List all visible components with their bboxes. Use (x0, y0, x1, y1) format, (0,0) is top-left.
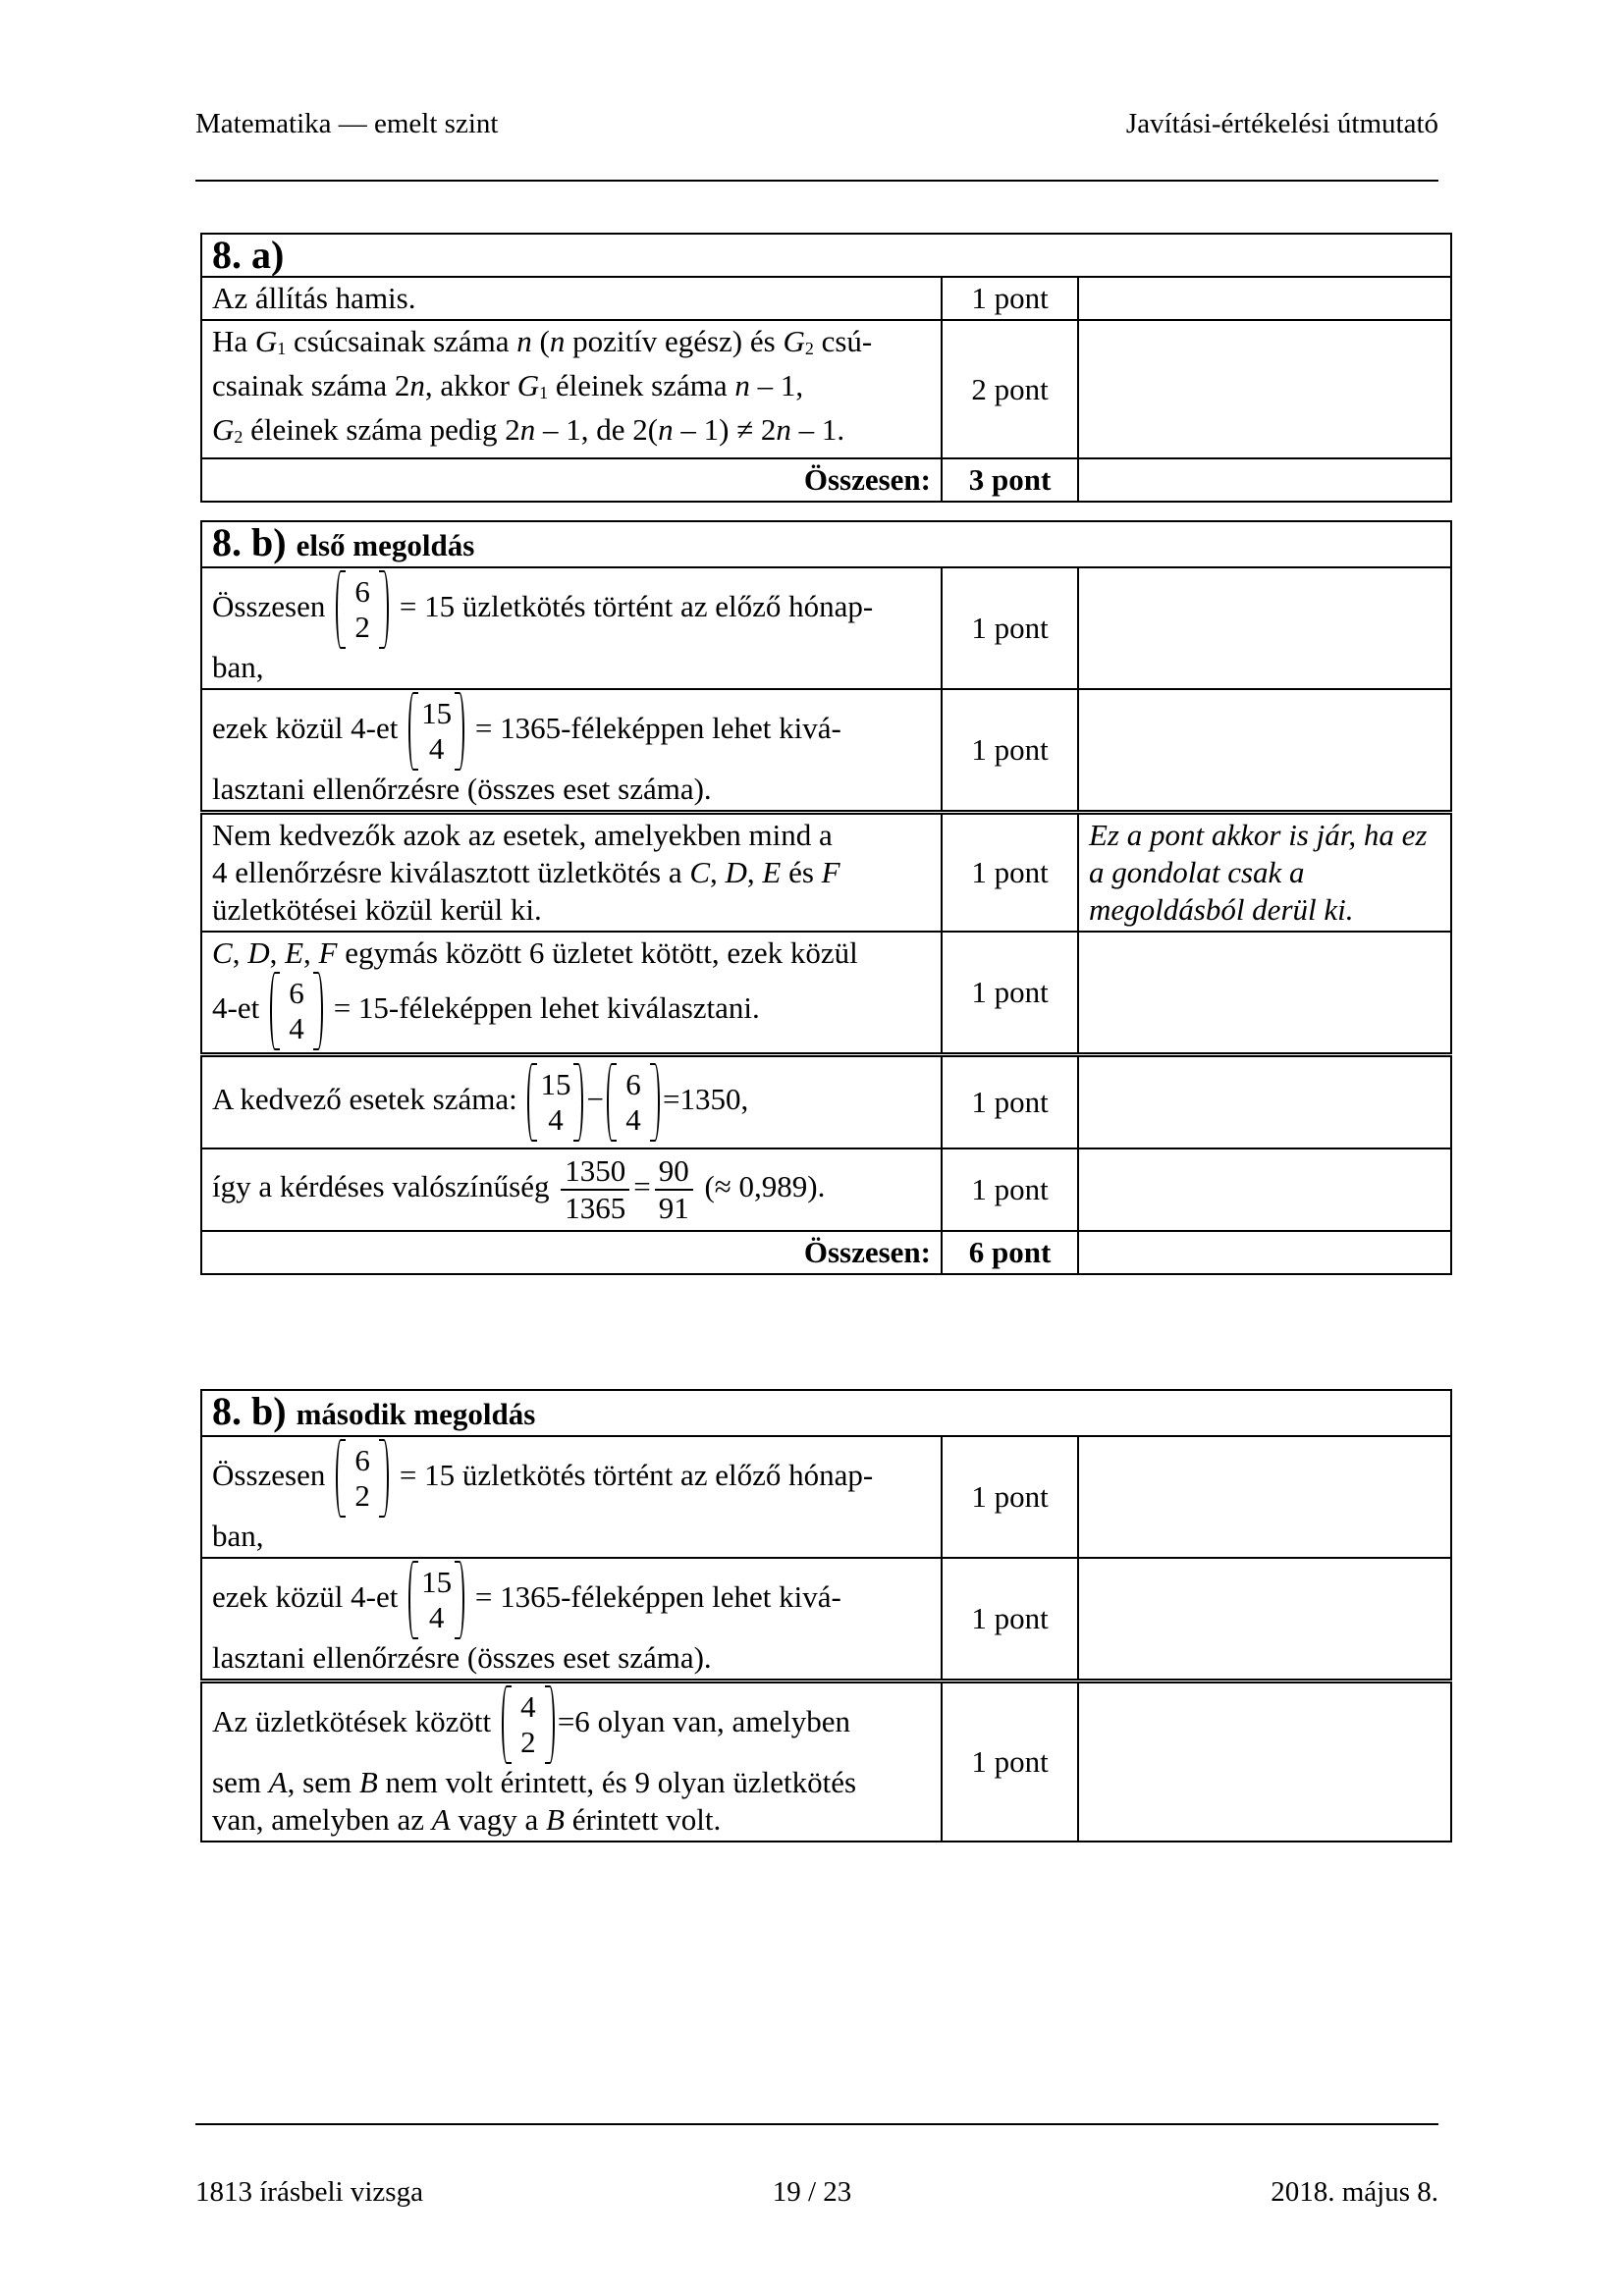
part-8b1-row-6 (201, 1148, 1451, 1231)
part-8b2-row-1 (201, 1436, 1451, 1558)
part-8b1-row-4-text: C, D, E, F egymás között 6 üzletet kötött, ezek közül 4-et 6 4 = 15-féleképpen lehet kiválasztani. (201, 932, 942, 1055)
binomial: 4 2 (502, 1685, 555, 1764)
part-8a-title: 8. a) (201, 234, 1451, 277)
part-8b2-row-1-points: 1 pont (942, 1436, 1078, 1558)
binomial: 15 4 (527, 1063, 583, 1142)
part-8b2-row-2-points: 1 pont (942, 1558, 1078, 1682)
part-8a-row-1 (201, 277, 1451, 320)
part-8b1-row-1 (201, 567, 1451, 689)
part-8b1-total-row (201, 1231, 1451, 1274)
part-8b1-row-6-points: 1 pont (942, 1148, 1078, 1231)
part-8b1-total-points: 6 pont (942, 1231, 1078, 1274)
part-8b2-row-3 (201, 1682, 1451, 1842)
part-8a-row-1-text: Az állítás hamis. (201, 277, 942, 320)
part-8b1-row-1-text: Összesen 6 2 = 15 üzletkötés történt az előző hónap- ban, (201, 567, 942, 689)
part-8b2-title: 8. b) második megoldás (201, 1390, 1451, 1436)
footer-rule (195, 2123, 1438, 2125)
part-8b1-row-4-note (1078, 932, 1451, 1055)
part-8a-row-1-points: 1 pont (942, 277, 1078, 320)
part-8b2-table (200, 1389, 1452, 1842)
binomial: 6 4 (607, 1063, 660, 1142)
part-8a-total-row (201, 458, 1451, 502)
part-8b1-row-3-text: Nem kedvezők azok az esetek, amelyekben mind a 4 ellenőrzésre kiválasztott üzletkötés a C, D, E és F üzletkötései közül kerül ki. (201, 813, 942, 933)
part-8b1-table (200, 520, 1452, 1275)
part-8b1-subtitle: első megoldás (296, 528, 475, 562)
part-8b1-row-5-text: A kedvező esetek száma: 15 4 − 6 4 =1350, (201, 1055, 942, 1149)
part-8b1-row-1-points: 1 pont (942, 567, 1078, 689)
part-8b1-row-3-points: 1 pont (942, 813, 1078, 933)
part-8b2-row-3-points: 1 pont (942, 1682, 1078, 1842)
part-8a-row-2-points: 2 pont (942, 320, 1078, 458)
binomial: 6 4 (270, 972, 323, 1050)
header-rule (195, 180, 1438, 182)
part-8a-total-label: Összesen: (201, 458, 942, 502)
part-8b1-row-2 (201, 689, 1451, 813)
header-doc-type: Javítási-értékelési útmutató (1125, 108, 1438, 139)
part-8a-table (200, 233, 1452, 503)
part-8b1-row-4-points: 1 pont (942, 932, 1078, 1055)
part-8b1-row-2-points: 1 pont (942, 689, 1078, 813)
binomial: 6 2 (336, 1439, 389, 1518)
part-8b1-row-2-note (1078, 689, 1451, 813)
part-8b2-row-2-note (1078, 1558, 1451, 1682)
binomial: 15 4 (408, 1561, 464, 1639)
part-8a-row-2-note (1078, 320, 1451, 458)
part-8b1-row-3 (201, 813, 1451, 933)
part-8b1-title: 8. b) első megoldás (201, 521, 1451, 567)
part-8a-total-points: 3 pont (942, 458, 1078, 502)
part-8b2-row-1-text: Összesen 6 2 = 15 üzletkötés történt az előző hónap- ban, (201, 1436, 942, 1558)
part-8b1-row-6-text: így a kérdéses valószínűség $\frac{1350}{1365}$ = $\frac{90}{91}$ (≈ 0,989). (201, 1148, 942, 1231)
fraction: $\frac{90}{91}$ (655, 1153, 693, 1226)
part-8b1-row-5 (201, 1055, 1451, 1149)
part-8b1-row-5-note (1078, 1055, 1451, 1149)
footer-page-number: 19 / 23 (772, 2176, 852, 2208)
header-subject: Matematika — emelt szint (195, 108, 499, 139)
binomial: 15 4 (408, 692, 464, 771)
part-8b1-row-4 (201, 932, 1451, 1055)
part-8b1-total-note (1078, 1231, 1451, 1274)
footer-exam-id: 1813 írásbeli vizsga (195, 2176, 423, 2208)
part-8a-row-2 (201, 320, 1451, 458)
part-8a-total-note (1078, 458, 1451, 502)
part-8a-row-2-text: Ha $G_1$ csúcsainak száma n (n pozitív egész) és $G_2$ csú- csainak száma 2n, akkor $G_1$ éleinek száma n – 1, $G_2$ éleinek száma pedig 2n – 1, de 2(n – 1) ≠ 2n – 1. (201, 320, 942, 458)
part-8b2-row-3-note (1078, 1682, 1451, 1842)
part-8b1-row-5-points: 1 pont (942, 1055, 1078, 1149)
part-8b2-row-1-note (1078, 1436, 1451, 1558)
footer-date: 2018. május 8. (1271, 2176, 1438, 2208)
part-8b1-row-1-note (1078, 567, 1451, 689)
part-8a-row-1-note (1078, 277, 1451, 320)
part-8b2-subtitle: második megoldás (296, 1397, 536, 1431)
part-8b1-row-3-note: Ez a pont akkor is jár, ha ez a gondolat csak a megoldásból derül ki. (1078, 813, 1451, 933)
part-8b2-row-2-text: ezek közül 4-et 15 4 = 1365-féleképpen lehet kivá- lasztani ellenőrzésre (összes eset száma). (201, 1558, 942, 1682)
part-8b1-total-label: Összesen: (201, 1231, 942, 1274)
part-8b2-row-3-text: Az üzletkötések között 4 2 =6 olyan van, amelyben sem A, sem B nem volt érintett, és 9 olyan üzletkötés van, amelyben az A vagy a B érintett volt. (201, 1682, 942, 1842)
part-8b1-row-2-text: ezek közül 4-et 15 4 = 1365-féleképpen lehet kivá- lasztani ellenőrzésre (összes eset száma). (201, 689, 942, 813)
binomial: 6 2 (336, 570, 389, 649)
fraction: $\frac{1350}{1365}$ (561, 1153, 629, 1226)
part-8b2-row-2 (201, 1558, 1451, 1682)
part-8b1-row-6-note (1078, 1148, 1451, 1231)
